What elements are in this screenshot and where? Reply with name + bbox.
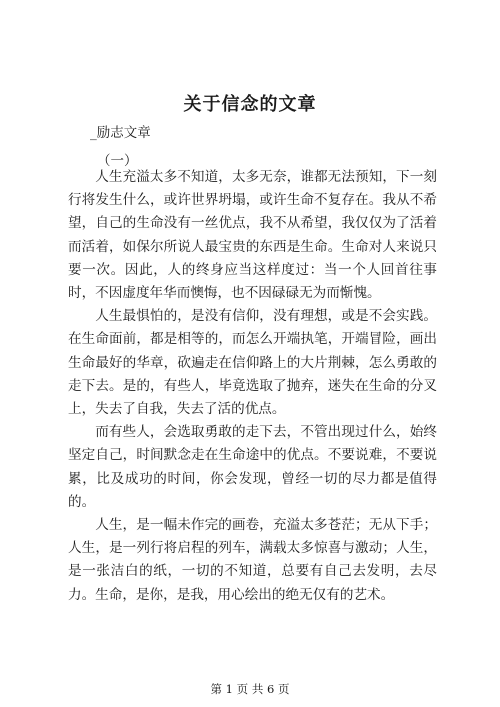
- paragraph: 人生最惧怕的，是没有信仰，没有理想，或是不会实践。在生命面前，都是相等的，而怎么开端执笔，开端冒险，画出生命最好的华章，砍遍走在信仰路上的大片荆棘，怎么勇敢的走下去。是的，有些人，毕竟选取了抛弃，迷失在生命的分叉上，失去了自我，失去了活的优点。: [68, 308, 437, 418]
- paragraph: 人生充溢太多不知道，太多无奈，谁都无法预知，下一刻行将发生什么，或许世界坍塌，或许生命不复存在。我从不希望，自己的生命没有一丝优点，我不从希望，我仅仅为了活着而活着，如保尔所说人最宝贵的东西是生命。生命对人来说只要一次。因此，人的终身应当这样度过：当一个人回首往事时，不因虚度年华而懊悔，也不因碌碌无为而惭愧。: [68, 169, 437, 302]
- paragraph: 人生，是一幅未作完的画卷，充溢太多苍茫；无从下手；人生，是一列行将启程的列车，满载太多惊喜与激动；人生，是一张洁白的纸，一切的不知道，总要有自己去发明，去尽力。生命，是你，是我，用心绘出的绝无仅有的艺术。: [68, 517, 437, 603]
- paragraph: 而有些人，会选取勇敢的走下去，不管出现过什么，始终坚定自己，时间默念走在生命途中的优点。不要说难，不要说累，比及成功的时间，你会发现，曾经一切的尽力都是值得的。: [68, 424, 437, 510]
- page-number-footer: 第 1 页 共 6 页: [210, 682, 290, 696]
- document-category: _励志文章: [90, 125, 151, 141]
- document-title: 关于信念的文章: [183, 94, 317, 115]
- section-heading: （一）: [97, 153, 138, 169]
- document-body: [68, 166, 437, 607]
